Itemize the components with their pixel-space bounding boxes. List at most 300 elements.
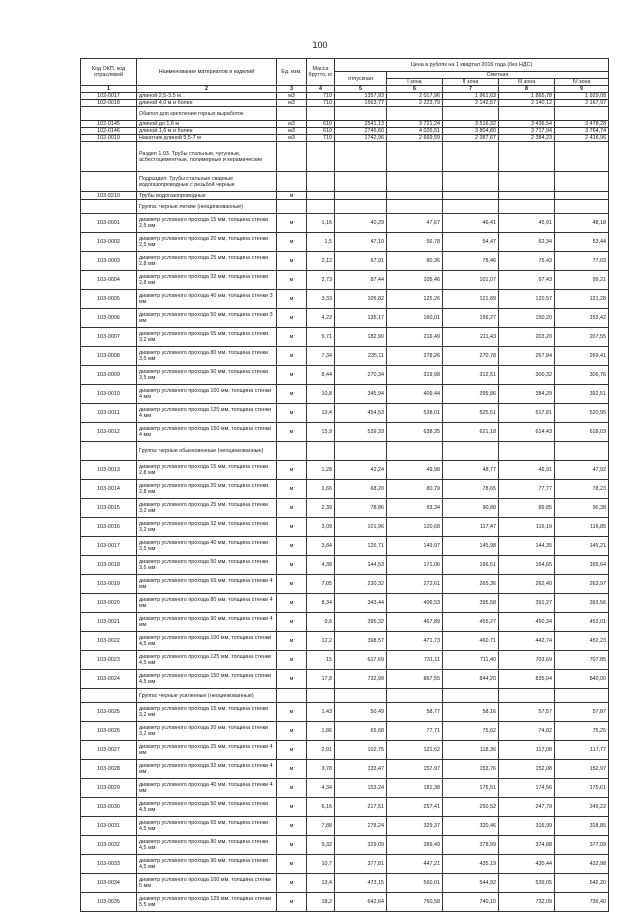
item-name: диаметр условного прохода 90 мм, толщина стенки 4 мм xyxy=(137,613,277,632)
item-code: 103-9210 xyxy=(81,192,137,200)
empty-cell xyxy=(81,442,137,461)
item-mass: 2,73 xyxy=(307,271,335,290)
price-release: 454,53 xyxy=(335,404,387,423)
table-row xyxy=(81,518,609,537)
item-code: 103-0035 xyxy=(81,893,137,912)
price-zone-1: 471,73 xyxy=(387,632,443,651)
table-row xyxy=(81,594,609,613)
price-zone-1: 867,55 xyxy=(387,670,443,689)
column-number: 5 xyxy=(335,86,387,93)
item-code: 103-0008 xyxy=(81,347,137,366)
item-unit: м xyxy=(277,461,307,480)
price-zone-1: 3 721,24 xyxy=(387,121,443,128)
price-zone-3: 150,20 xyxy=(499,309,555,328)
price-zone-2: 118,36 xyxy=(443,741,499,760)
price-zone-1: 157,97 xyxy=(387,760,443,779)
empty-cell xyxy=(81,142,137,172)
item-name: диаметр условного прохода 32 мм, толщина стенки 3,2 мм xyxy=(137,518,277,537)
item-mass: 1,5 xyxy=(307,233,335,252)
table-row xyxy=(81,836,609,855)
item-code: 103-0030 xyxy=(81,798,137,817)
column-number: 9 xyxy=(555,86,609,93)
price-zone-4: 453,01 xyxy=(555,613,609,632)
empty-cell xyxy=(335,107,387,121)
item-unit: м xyxy=(277,798,307,817)
price-zone-4: 1 929,08 xyxy=(555,93,609,100)
price-zone-4: 117,77 xyxy=(555,741,609,760)
item-name: диаметр условного прохода 90 мм, толщина стенки 4,5 мм xyxy=(137,855,277,874)
empty-cell xyxy=(555,142,609,172)
price-zone-4: 452,23 xyxy=(555,632,609,651)
header-unit: Ед. изм. xyxy=(277,59,307,86)
price-release: 65,68 xyxy=(335,722,387,741)
price-zone-3: 57,57 xyxy=(499,703,555,722)
item-name: диаметр условного прохода 100 мм, толщина стенки 5 мм xyxy=(137,874,277,893)
item-code: 103-0021 xyxy=(81,613,137,632)
price-table xyxy=(80,58,609,912)
item-name: диаметр условного прохода 65 мм, толщина стенки 4 мм xyxy=(137,575,277,594)
item-unit: м3 xyxy=(277,93,307,100)
item-mass: 4,22 xyxy=(307,309,335,328)
price-zone-1: 58,77 xyxy=(387,703,443,722)
item-mass: 17,8 xyxy=(307,670,335,689)
price-release: 732,99 xyxy=(335,670,387,689)
price-release: 270,34 xyxy=(335,366,387,385)
price-zone-3: 300,32 xyxy=(499,366,555,385)
empty-cell xyxy=(387,689,443,703)
empty-cell xyxy=(443,142,499,172)
price-zone-4: 90,38 xyxy=(555,499,609,518)
empty-cell xyxy=(499,442,555,461)
item-code: 103-0018 xyxy=(81,556,137,575)
table-row xyxy=(81,93,609,100)
price-zone-3: 614,43 xyxy=(499,423,555,442)
item-name: диаметр условного прохода 80 мм, толщина стенки 3,5 мм xyxy=(137,347,277,366)
price-zone-2: 48,77 xyxy=(443,461,499,480)
item-mass: 5,71 xyxy=(307,328,335,347)
item-code: 103-0015 xyxy=(81,499,137,518)
item-unit: м xyxy=(277,575,307,594)
table-row xyxy=(81,741,609,760)
price-zone-3: 430,44 xyxy=(499,855,555,874)
group-row xyxy=(81,200,609,214)
price-release: 182,90 xyxy=(335,328,387,347)
item-name: диаметр условного прохода 125 мм, толщина стенки 4,5 мм xyxy=(137,651,277,670)
price-zone-1: 638,35 xyxy=(387,423,443,442)
item-name: диаметр условного прохода 25 мм, толщина стенки 2,8 мм xyxy=(137,252,277,271)
price-zone-4: 393,56 xyxy=(555,594,609,613)
price-zone-2: 544,92 xyxy=(443,874,499,893)
price-zone-3: 2 140,12 xyxy=(499,100,555,107)
table-row xyxy=(81,575,609,594)
price-release: 1563,77 xyxy=(335,100,387,107)
item-name: длиной 4,0 м и более xyxy=(137,100,277,107)
price-zone-4: 152,97 xyxy=(555,760,609,779)
item-name: диаметр условного прохода 80 мм, толщина стенки 4,5 мм xyxy=(137,836,277,855)
column-number: 1 xyxy=(81,86,137,93)
item-mass: 1,66 xyxy=(307,480,335,499)
price-zone-1: 80,79 xyxy=(387,480,443,499)
item-mass: 12,2 xyxy=(307,632,335,651)
price-zone-3: 391,27 xyxy=(499,594,555,613)
price-release: 1357,93 xyxy=(335,93,387,100)
price-zone-4: 121,28 xyxy=(555,290,609,309)
group-title: Группа: черные усиленные (неоцинкованные) xyxy=(137,689,277,703)
price-zone-4: 78,23 xyxy=(555,480,609,499)
price-zone-3: 3 717,94 xyxy=(499,128,555,135)
price-release: 68,20 xyxy=(335,480,387,499)
price-release: 235,11 xyxy=(335,347,387,366)
price-zone-4: 392,51 xyxy=(555,385,609,404)
table-row xyxy=(81,121,609,128)
price-zone-2: 211,43 xyxy=(443,328,499,347)
price-zone-3: 835,04 xyxy=(499,670,555,689)
price-release: 343,44 xyxy=(335,594,387,613)
item-mass: 610 xyxy=(307,128,335,135)
item-mass: 2,12 xyxy=(307,252,335,271)
item-unit: м xyxy=(277,328,307,347)
price-zone-4: 53,44 xyxy=(555,233,609,252)
price-release xyxy=(335,192,387,200)
item-code: 103-0028 xyxy=(81,760,137,779)
price-zone-3: 75,43 xyxy=(499,252,555,271)
column-number: 8 xyxy=(499,86,555,93)
item-name: диаметр условного прохода 40 мм, толщина стенки 3,5 мм xyxy=(137,537,277,556)
item-unit: м xyxy=(277,817,307,836)
price-zone-2: 621,18 xyxy=(443,423,499,442)
price-zone-2: 58,16 xyxy=(443,703,499,722)
header-zone-3: III зона xyxy=(499,79,555,86)
item-code: 103-0006 xyxy=(81,309,137,328)
price-release: 398,57 xyxy=(335,632,387,651)
item-name: диаметр условного прохода 25 мм, толщина стенки 3,2 мм xyxy=(137,499,277,518)
price-zone-3 xyxy=(499,192,555,200)
table-row xyxy=(81,252,609,271)
item-mass: 7,88 xyxy=(307,817,335,836)
empty-cell xyxy=(443,200,499,214)
table-row xyxy=(81,480,609,499)
item-name: Трубы водогазопроводные xyxy=(137,192,277,200)
price-release: 642,64 xyxy=(335,893,387,912)
header-name: Наименование материалов и изделий xyxy=(137,59,277,86)
item-code: 103-0004 xyxy=(81,271,137,290)
item-unit: м xyxy=(277,670,307,689)
price-zone-1: 181,38 xyxy=(387,779,443,798)
table-row xyxy=(81,366,609,385)
item-code: 102-0018 xyxy=(81,100,137,107)
item-code: 103-0013 xyxy=(81,461,137,480)
price-zone-3: 732,09 xyxy=(499,893,555,912)
price-zone-3: 267,84 xyxy=(499,347,555,366)
item-code: 102-0146 xyxy=(81,128,137,135)
item-code: 103-0014 xyxy=(81,480,137,499)
price-zone-2: 166,51 xyxy=(443,556,499,575)
price-zone-2: 525,51 xyxy=(443,404,499,423)
empty-cell xyxy=(387,107,443,121)
item-unit: м3 xyxy=(277,121,307,128)
table-row xyxy=(81,632,609,651)
price-zone-3: 517,81 xyxy=(499,404,555,423)
table-row xyxy=(81,128,609,135)
price-release: 126,71 xyxy=(335,537,387,556)
price-zone-3: 1 865,78 xyxy=(499,93,555,100)
header-release: отпускная xyxy=(335,72,387,86)
item-unit: м xyxy=(277,556,307,575)
price-zone-4: 377,09 xyxy=(555,836,609,855)
item-mass: 3,78 xyxy=(307,760,335,779)
price-zone-3: 247,79 xyxy=(499,798,555,817)
price-zone-1: 56,78 xyxy=(387,233,443,252)
item-name: диаметр условного прохода 20 мм, толщина стенки 2,5 мм xyxy=(137,233,277,252)
price-zone-2: 78,46 xyxy=(443,252,499,271)
table-row xyxy=(81,893,609,912)
price-zone-4: 542,20 xyxy=(555,874,609,893)
table-row xyxy=(81,817,609,836)
item-code: 103-0032 xyxy=(81,836,137,855)
price-zone-2: 844,20 xyxy=(443,670,499,689)
table-row xyxy=(81,855,609,874)
table-row xyxy=(81,537,609,556)
table-row xyxy=(81,556,609,575)
price-zone-4: 736,40 xyxy=(555,893,609,912)
price-zone-1: 447,21 xyxy=(387,855,443,874)
item-code: 102-0019 xyxy=(81,135,137,142)
price-zone-4: 48,18 xyxy=(555,214,609,233)
table-row xyxy=(81,385,609,404)
item-unit: м xyxy=(277,347,307,366)
item-code: 103-0001 xyxy=(81,214,137,233)
item-mass: 15 xyxy=(307,651,335,670)
item-name: диаметр условного прохода 15 мм, толщина стенки 2,5 мм xyxy=(137,214,277,233)
item-unit: м xyxy=(277,252,307,271)
price-zone-3: 174,56 xyxy=(499,779,555,798)
item-unit: м xyxy=(277,518,307,537)
item-mass: 15,9 xyxy=(307,423,335,442)
item-unit: м xyxy=(277,594,307,613)
price-zone-4: 47,92 xyxy=(555,461,609,480)
price-zone-4: 840,00 xyxy=(555,670,609,689)
item-unit: м xyxy=(277,613,307,632)
price-zone-3: 374,88 xyxy=(499,836,555,855)
price-zone-2: 399,86 xyxy=(443,385,499,404)
item-unit: м xyxy=(277,855,307,874)
price-zone-2: 312,51 xyxy=(443,366,499,385)
item-mass: 710 xyxy=(307,135,335,142)
item-code: 103-0020 xyxy=(81,594,137,613)
price-zone-3: 45,91 xyxy=(499,214,555,233)
empty-cell xyxy=(443,107,499,121)
price-zone-3: 2 384,23 xyxy=(499,135,555,142)
price-zone-1: 171,06 xyxy=(387,556,443,575)
empty-cell xyxy=(277,200,307,214)
price-zone-4: 207,55 xyxy=(555,328,609,347)
price-zone-4: 153,42 xyxy=(555,309,609,328)
item-code: 103-0027 xyxy=(81,741,137,760)
item-code: 103-0026 xyxy=(81,722,137,741)
item-name: диаметр условного прохода 15 мм, толщина стенки 3,2 мм xyxy=(137,703,277,722)
item-mass: 13,4 xyxy=(307,404,335,423)
group-title: Группа: черные легкие (неоцинкованные) xyxy=(137,200,277,214)
price-zone-2: 2 387,67 xyxy=(443,135,499,142)
empty-cell xyxy=(307,142,335,172)
item-mass: 18,2 xyxy=(307,893,335,912)
price-zone-3: 384,29 xyxy=(499,385,555,404)
item-mass: 710 xyxy=(307,93,335,100)
item-mass: 1,28 xyxy=(307,461,335,480)
item-mass: 2,91 xyxy=(307,741,335,760)
price-zone-3: 62,34 xyxy=(499,233,555,252)
header-code: Код ОКП, код отраслевой xyxy=(81,59,137,86)
header-price-title: Цена в рублях на 1 квартал 2016 года (без НДС) xyxy=(335,59,609,72)
item-unit: м xyxy=(277,214,307,233)
price-zone-1: 80,36 xyxy=(387,252,443,271)
empty-cell xyxy=(277,107,307,121)
empty-cell xyxy=(81,689,137,703)
empty-cell xyxy=(387,142,443,172)
table-row xyxy=(81,192,609,200)
item-unit: м xyxy=(277,722,307,741)
empty-cell xyxy=(335,142,387,172)
item-name: длиной 1,6 м и более xyxy=(137,128,277,135)
group-title: Подраздел: Трубы стальные сварные водогазопроводные с резьбой черные xyxy=(137,172,277,192)
empty-cell xyxy=(335,172,387,192)
item-code: 103-0005 xyxy=(81,290,137,309)
table-row xyxy=(81,135,609,142)
item-code: 103-0009 xyxy=(81,366,137,385)
price-zone-1: 93,34 xyxy=(387,499,443,518)
price-zone-3: 117,08 xyxy=(499,741,555,760)
item-mass: 4,34 xyxy=(307,779,335,798)
item-mass: 6,16 xyxy=(307,798,335,817)
item-code: 103-0024 xyxy=(81,670,137,689)
item-code: 103-0033 xyxy=(81,855,137,874)
empty-cell xyxy=(443,172,499,192)
item-name: диаметр условного прохода 150 мм, толщина стенки 4 мм xyxy=(137,423,277,442)
price-zone-4: 99,21 xyxy=(555,271,609,290)
price-release: 105,82 xyxy=(335,290,387,309)
header-zone-2: II зона xyxy=(443,79,499,86)
item-mass: 4,38 xyxy=(307,556,335,575)
price-zone-1: 2 017,96 xyxy=(387,93,443,100)
price-zone-1: 4 026,51 xyxy=(387,128,443,135)
empty-cell xyxy=(499,689,555,703)
price-zone-2: 320,46 xyxy=(443,817,499,836)
empty-cell xyxy=(555,107,609,121)
price-zone-2: 740,10 xyxy=(443,893,499,912)
section-row xyxy=(81,142,609,172)
table-row xyxy=(81,290,609,309)
empty-cell xyxy=(555,689,609,703)
item-code: 103-0029 xyxy=(81,779,137,798)
price-zone-2: 46,41 xyxy=(443,214,499,233)
price-zone-1: 120,68 xyxy=(387,518,443,537)
price-zone-4: 75,25 xyxy=(555,722,609,741)
price-zone-2: 78,65 xyxy=(443,480,499,499)
price-zone-3: 89,85 xyxy=(499,499,555,518)
table-row xyxy=(81,670,609,689)
item-mass: 8,44 xyxy=(307,366,335,385)
price-zone-3: 539,05 xyxy=(499,874,555,893)
empty-cell xyxy=(277,689,307,703)
item-code: 103-0025 xyxy=(81,703,137,722)
item-unit: м xyxy=(277,366,307,385)
price-zone-3: 77,77 xyxy=(499,480,555,499)
price-zone-1: 47,67 xyxy=(387,214,443,233)
price-zone-2: 460,71 xyxy=(443,632,499,651)
table-row xyxy=(81,309,609,328)
item-name: диаметр условного прохода 20 мм, толщина стенки 2,8 мм xyxy=(137,480,277,499)
table-row xyxy=(81,347,609,366)
table-row xyxy=(81,613,609,632)
empty-cell xyxy=(387,200,443,214)
price-zone-4: 2 416,96 xyxy=(555,135,609,142)
empty-cell xyxy=(307,689,335,703)
empty-cell xyxy=(81,107,137,121)
price-release: 101,96 xyxy=(335,518,387,537)
item-code: 103-0012 xyxy=(81,423,137,442)
price-zone-3: 120,57 xyxy=(499,290,555,309)
price-zone-1: 560,01 xyxy=(387,874,443,893)
empty-cell xyxy=(335,689,387,703)
item-unit: м xyxy=(277,741,307,760)
price-zone-2: 2 142,57 xyxy=(443,100,499,107)
empty-cell xyxy=(443,689,499,703)
item-name: диаметр условного прохода 32 мм, толщина стенки 4 мм xyxy=(137,760,277,779)
item-mass: 9,32 xyxy=(307,836,335,855)
price-zone-1: 538,01 xyxy=(387,404,443,423)
price-zone-2: 153,76 xyxy=(443,760,499,779)
item-mass xyxy=(307,192,335,200)
item-name: диаметр условного прохода 150 мм, толщина стенки 4,5 мм xyxy=(137,670,277,689)
price-release: 217,51 xyxy=(335,798,387,817)
price-zone-3: 3 436,54 xyxy=(499,121,555,128)
price-release: 153,24 xyxy=(335,779,387,798)
item-code: 103-0007 xyxy=(81,328,137,347)
price-release: 2746,60 xyxy=(335,128,387,135)
item-mass: 610 xyxy=(307,121,335,128)
item-mass: 8,34 xyxy=(307,594,335,613)
empty-cell xyxy=(307,442,335,461)
item-code: 103-0034 xyxy=(81,874,137,893)
item-unit: м xyxy=(277,874,307,893)
price-release: 617,69 xyxy=(335,651,387,670)
price-release: 40,29 xyxy=(335,214,387,233)
price-zone-4: 57,87 xyxy=(555,703,609,722)
item-name: диаметр условного прохода 32 мм, толщина стенки 2,8 мм xyxy=(137,271,277,290)
price-release: 473,15 xyxy=(335,874,387,893)
price-zone-4: 306,76 xyxy=(555,366,609,385)
table-row xyxy=(81,798,609,817)
item-name: диаметр условного прохода 90 мм, толщина стенки 3,5 мм xyxy=(137,366,277,385)
item-unit: м xyxy=(277,836,307,855)
price-zone-1: 329,37 xyxy=(387,817,443,836)
item-unit: м xyxy=(277,480,307,499)
item-name: диаметр условного прохода 40 мм, толщина стенки 4 мм xyxy=(137,779,277,798)
item-mass: 10,7 xyxy=(307,855,335,874)
price-zone-3: 203,20 xyxy=(499,328,555,347)
table-row xyxy=(81,100,609,107)
item-name: диаметр условного прохода 20 мм, толщина стенки 3,2 мм xyxy=(137,722,277,741)
price-zone-3: 46,91 xyxy=(499,461,555,480)
item-name: диаметр условного прохода 100 мм, толщина стенки 4 мм xyxy=(137,385,277,404)
item-name: диаметр условного прохода 80 мм, толщина стенки 4 мм xyxy=(137,594,277,613)
item-code: 103-0031 xyxy=(81,817,137,836)
price-zone-2: 176,51 xyxy=(443,779,499,798)
empty-cell xyxy=(555,172,609,192)
price-zone-3: 262,40 xyxy=(499,575,555,594)
column-number: 2 xyxy=(137,86,277,93)
item-name: диаметр условного прохода 40 мм, толщина стенки 3 мм xyxy=(137,290,277,309)
